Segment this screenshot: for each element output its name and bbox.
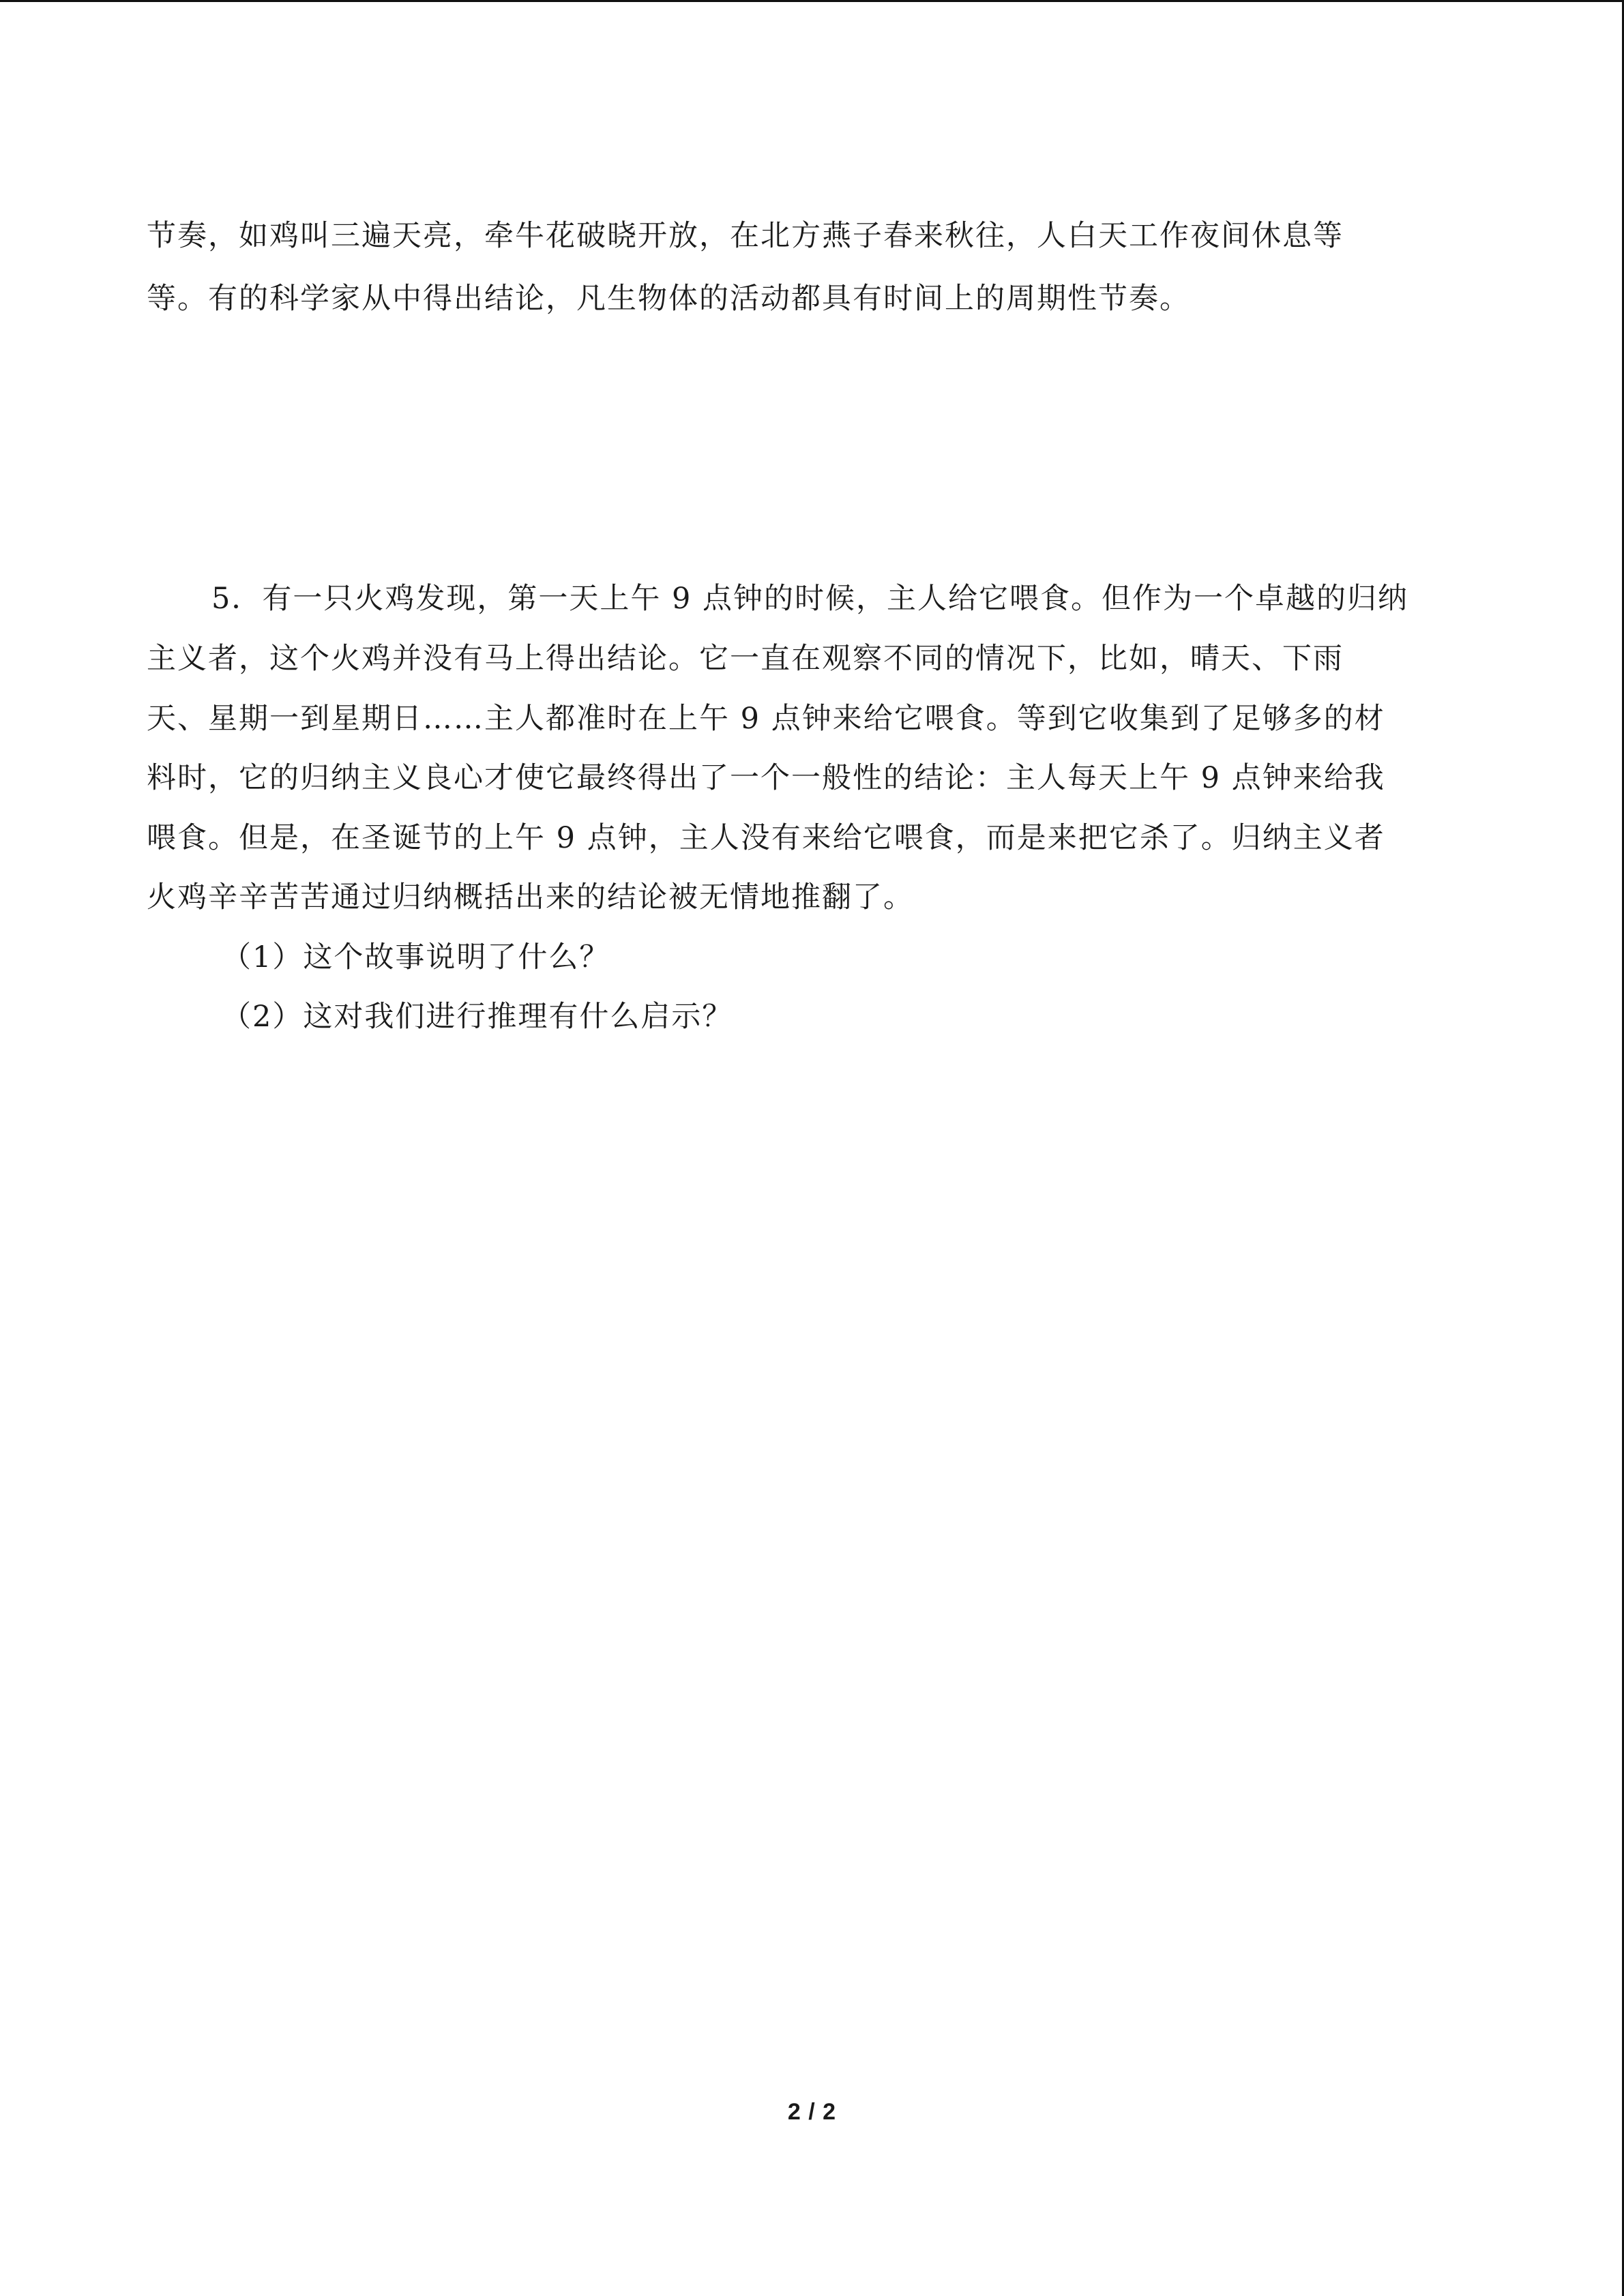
question-line: 喂食。但是，在圣诞节的上午 9 点钟，主人没有来给它喂食，而是来把它杀了。归纳主义者 bbox=[147, 821, 1385, 855]
question-line: 天、星期一到星期日……主人都准时在上午 9 点钟来给它喂食。等到它收集到了足够多的材 bbox=[147, 702, 1385, 736]
sub-question-1: （1）这个故事说明了什么？ bbox=[222, 940, 610, 974]
question-line: 5．有一只火鸡发现，第一天上午 9 点钟的时候，主人给它喂食。但作为一个卓越的归纳 bbox=[211, 582, 1409, 616]
sub-question-2: （2）这对我们进行推理有什么启示？ bbox=[222, 1000, 733, 1034]
page-number: 2 / 2 bbox=[787, 2099, 837, 2125]
question-line: 料时，它的归纳主义良心才使它最终得出了一个一般性的结论：主人每天上午 9 点钟来给我 bbox=[147, 761, 1385, 795]
paragraph-line: 节奏，如鸡叫三遍天亮，牵牛花破晓开放，在北方燕子春来秋往，人白天工作夜间休息等 bbox=[147, 219, 1344, 253]
paragraph-line: 等。有的科学家从中得出结论，凡生物体的活动都具有时间上的周期性节奏。 bbox=[147, 282, 1190, 316]
question-line: 火鸡辛辛苦苦通过归纳概括出来的结论被无情地推翻了。 bbox=[147, 880, 914, 914]
question-line: 主义者，这个火鸡并没有马上得出结论。它一直在观察不同的情况下，比如，晴天、下雨 bbox=[147, 642, 1344, 676]
